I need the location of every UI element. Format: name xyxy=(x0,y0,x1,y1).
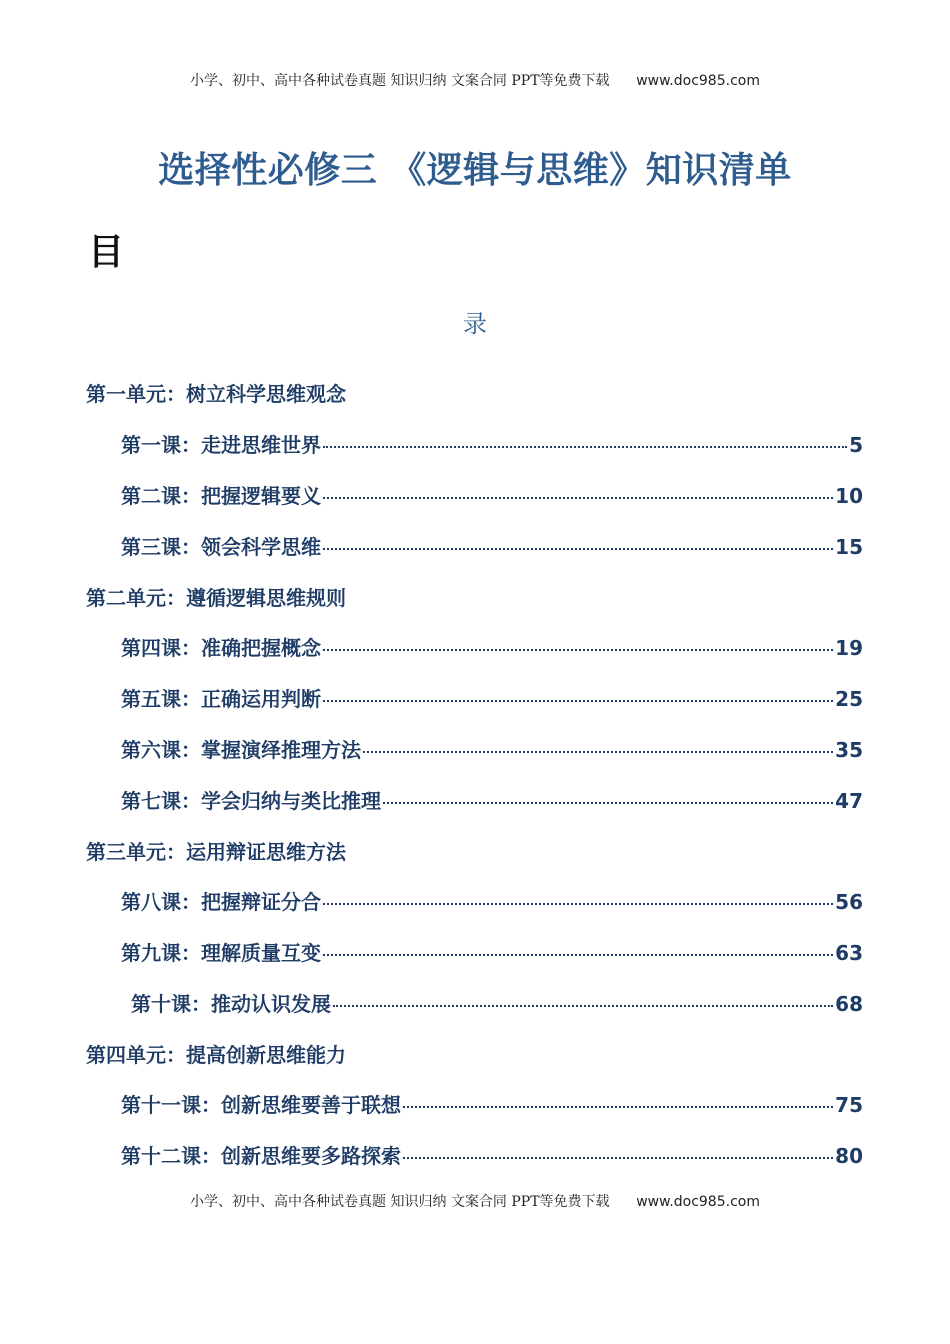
toc-lesson-label: 第三课：领会科学思维 xyxy=(121,535,321,559)
toc-lesson-label: 第一课：走进思维世界 xyxy=(121,433,321,457)
toc-lesson-2[interactable] xyxy=(121,480,863,509)
toc-page-number: 56 xyxy=(835,890,863,914)
toc-page-number: 63 xyxy=(835,941,863,965)
toc-leader-dots xyxy=(323,649,833,651)
toc-unit-4[interactable]: 第四单元：提高创新思维能力 xyxy=(86,1043,346,1067)
toc-lesson-label: 第四课：准确把握概念 xyxy=(121,636,321,660)
toc-leader-dots xyxy=(323,700,833,702)
toc-unit-1[interactable]: 第一单元：树立科学思维观念 xyxy=(86,382,346,406)
toc-lesson-5[interactable] xyxy=(121,683,863,712)
toc-lesson-label: 第六课：掌握演绎推理方法 xyxy=(121,738,361,762)
toc-leader-dots xyxy=(323,497,833,499)
toc-heading-part1: 目 xyxy=(88,232,125,273)
toc-page-number: 19 xyxy=(835,636,863,660)
toc-leader-dots xyxy=(403,1157,833,1159)
toc-page-number: 75 xyxy=(835,1093,863,1117)
header-banner-url[interactable]: www.doc985.com xyxy=(636,73,760,89)
header-banner xyxy=(0,70,950,90)
toc-lesson-3[interactable] xyxy=(121,531,863,560)
footer-banner-text: 小学、初中、高中各种试卷真题 知识归纳 文案合同 PPT等免费下载 xyxy=(190,1194,610,1210)
toc-lesson-12[interactable] xyxy=(121,1140,863,1169)
toc-lesson-label: 第九课：理解质量互变 xyxy=(121,941,321,965)
toc-leader-dots xyxy=(323,903,833,905)
toc-page-number: 10 xyxy=(835,484,863,508)
toc-leader-dots xyxy=(323,446,847,448)
footer-banner-url[interactable]: www.doc985.com xyxy=(636,1194,760,1210)
footer-banner xyxy=(0,1191,950,1211)
toc-lesson-label: 第七课：学会归纳与类比推理 xyxy=(121,789,381,813)
toc-lesson-label: 第八课：把握辩证分合 xyxy=(121,890,321,914)
toc-leader-dots xyxy=(323,548,833,550)
toc-lesson-label: 第十一课：创新思维要善于联想 xyxy=(121,1093,401,1117)
toc-lesson-11[interactable] xyxy=(121,1089,863,1118)
toc-leader-dots xyxy=(323,954,833,956)
toc-page-number: 5 xyxy=(849,433,863,457)
toc-leader-dots xyxy=(403,1106,833,1108)
header-banner-text: 小学、初中、高中各种试卷真题 知识归纳 文案合同 PPT等免费下载 xyxy=(190,73,610,89)
toc-page-number: 80 xyxy=(835,1144,863,1168)
toc-unit-3[interactable]: 第三单元：运用辩证思维方法 xyxy=(86,840,346,864)
toc-page-number: 47 xyxy=(835,789,863,813)
toc-lesson-label: 第五课：正确运用判断 xyxy=(121,687,321,711)
toc-page-number: 35 xyxy=(835,738,863,762)
toc-heading-part2: 录 xyxy=(463,310,487,338)
toc-lesson-6[interactable] xyxy=(121,734,863,763)
toc-lesson-label: 第二课：把握逻辑要义 xyxy=(121,484,321,508)
toc-lesson-9[interactable] xyxy=(121,937,863,966)
toc-lesson-10[interactable] xyxy=(131,988,863,1017)
toc-lesson-label: 第十二课：创新思维要多路探索 xyxy=(121,1144,401,1168)
toc-lesson-8[interactable] xyxy=(121,886,863,915)
toc-lesson-label: 第十课：推动认识发展 xyxy=(131,992,331,1016)
toc-leader-dots xyxy=(383,802,833,804)
toc-page-number: 25 xyxy=(835,687,863,711)
toc-lesson-7[interactable] xyxy=(121,785,863,814)
toc-unit-2[interactable]: 第二单元：遵循逻辑思维规则 xyxy=(86,586,346,610)
toc-lesson-1[interactable] xyxy=(121,429,863,458)
toc-page-number: 68 xyxy=(835,992,863,1016)
toc-leader-dots xyxy=(363,751,833,753)
document-title: 选择性必修三 《逻辑与思维》知识清单 xyxy=(158,150,792,191)
toc-page-number: 15 xyxy=(835,535,863,559)
toc-leader-dots xyxy=(333,1005,833,1007)
toc-lesson-4[interactable] xyxy=(121,632,863,661)
